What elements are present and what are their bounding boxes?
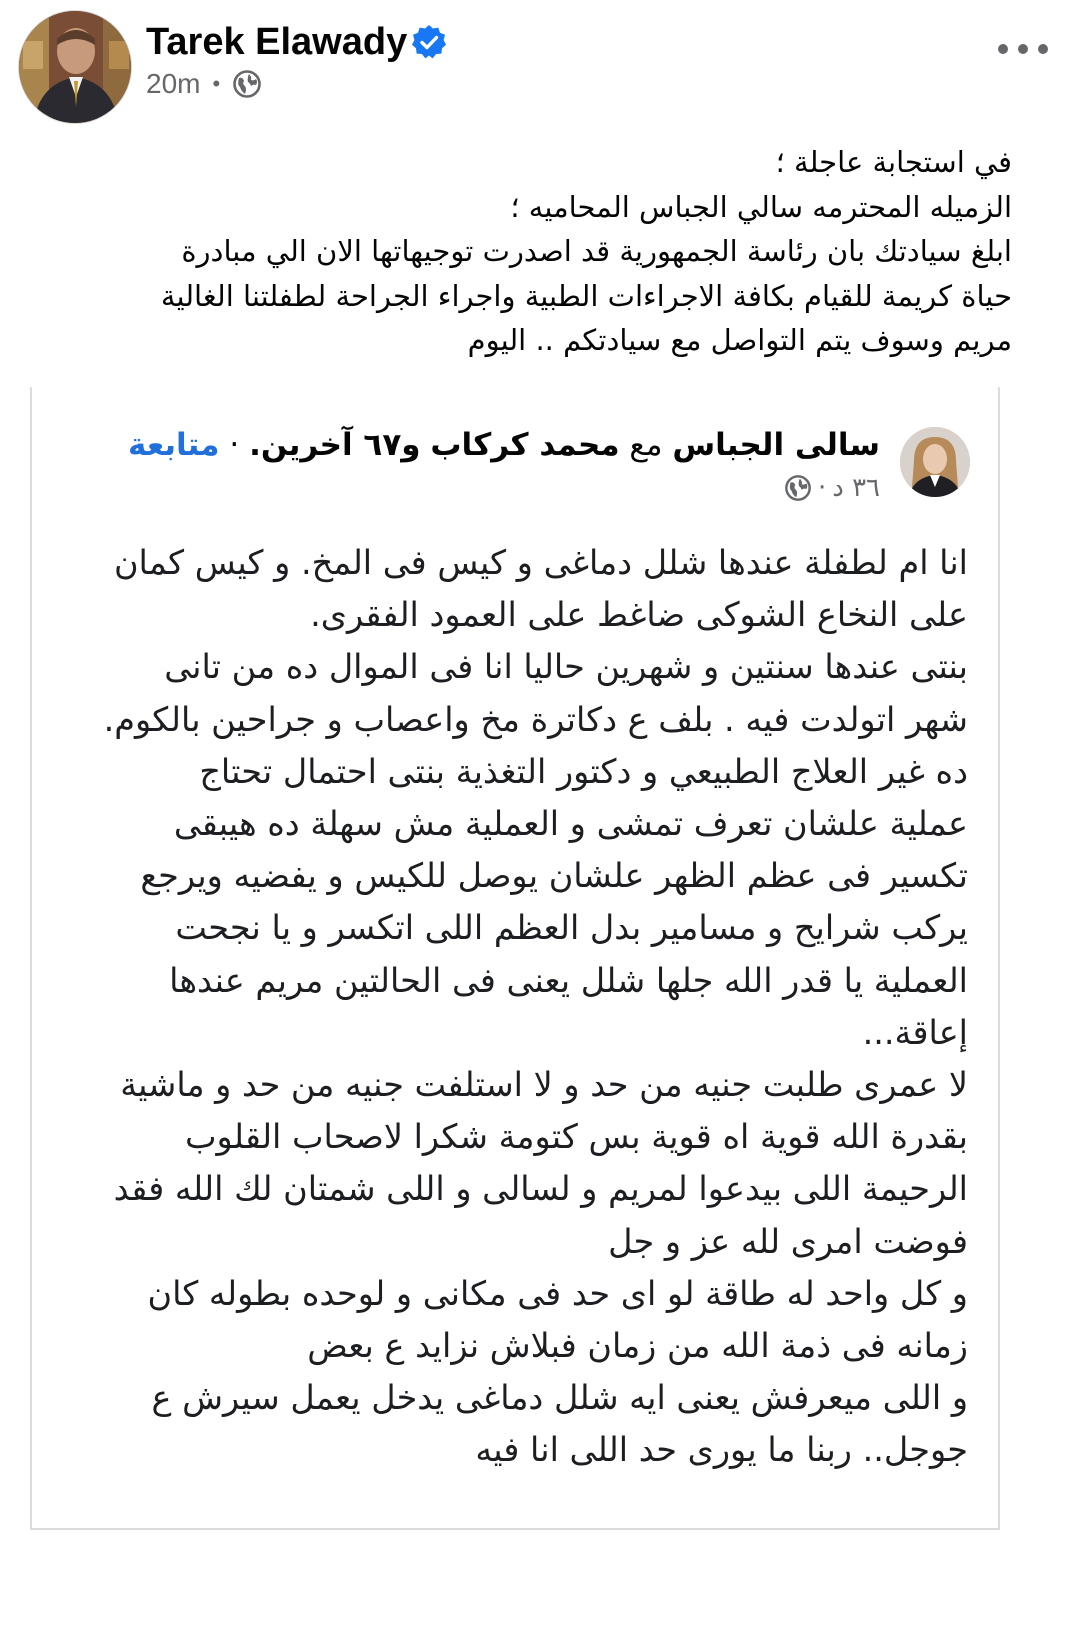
shared-text-line: و اللى ميعرفش يعنى ايه شلل دماغى يدخل يعمل سيرش ع [151, 1378, 968, 1418]
shared-text-line: ده غير العلاج الطبيعي و دكتور التغذية بنتى احتمال تحتاج [199, 751, 968, 791]
post-time[interactable]: 20m [146, 68, 201, 99]
shared-post-card[interactable] [30, 387, 1000, 1530]
author-avatar[interactable] [18, 10, 132, 124]
shared-author-avatar[interactable] [900, 427, 970, 497]
more-options-icon[interactable] [998, 34, 1048, 64]
shared-text-line: لا عمرى طلبت جنيه من حد و لا استلفت جنيه من حد و ماشية [120, 1065, 968, 1105]
title-separator: · [229, 427, 240, 463]
caption-line: الزميله المحترمه سالي الجباس المحاميه ؛ [510, 189, 1012, 224]
post-caption [62, 140, 1012, 363]
caption-line: حياة كريمة للقيام بكافة الاجراءات الطبية واجراء الجراحة لطفلتنا الغالية [160, 278, 1012, 313]
shared-text-line: جوجل.. ربنا ما يورى حد اللى انا فيه [475, 1430, 968, 1470]
and-word: و [401, 427, 421, 463]
caption-line: مريم وسوف يتم التواصل مع سيادتكم .. اليوم [467, 323, 1012, 357]
shared-post-title [128, 423, 880, 467]
shared-text-line: بنتى عندها سنتين و شهرين حاليا انا فى الموال ده من تانى [164, 647, 968, 687]
shared-text-line: انا ام لطفلة عندها شلل دماغى و كيس فى المخ. و كيس كمان [113, 543, 968, 582]
shared-post-text [48, 537, 968, 1477]
shared-text-line: العملية يا قدر الله جلها شلل يعنى فى الحالتين مريم عندها [169, 960, 968, 1000]
caption-line: ابلغ سيادتك بان رئاسة الجمهورية قد اصدرت توجيهاتها الان الي مبادرة [181, 234, 1012, 268]
tagged-person[interactable]: محمد كركاب [430, 427, 620, 463]
author-name[interactable]: Tarek Elawady [146, 21, 408, 63]
shared-meta-separator: · [817, 473, 827, 503]
shared-text-line: يركب شرايح و مسامير بدل العظم اللى اتكسر و يا نجحت [175, 908, 968, 948]
tagged-others[interactable]: ٦٧ آخرين. [249, 427, 402, 463]
post-header [18, 10, 1058, 130]
globe-icon[interactable] [232, 69, 262, 99]
shared-text-line: الرحيمة اللى بيدعوا لمريم و لسالى و اللى شمتان لك الله فقد [113, 1169, 968, 1209]
caption-line: في استجابة عاجلة ؛ [775, 145, 1012, 179]
shared-text-line: عملية علشان تعرف تمشى و العملية مش سهلة ده هيبقى [173, 804, 968, 844]
globe-icon[interactable] [784, 474, 812, 502]
shared-text-line: إعاقة... [862, 1012, 968, 1052]
with-word: مع [629, 427, 663, 463]
shared-text-line: تكسير فى عظم الظهر علشان يوصل للكيس و يفضيه ويرجع [140, 856, 968, 896]
verified-badge-icon [411, 24, 447, 60]
follow-link[interactable]: متابعة [128, 427, 220, 463]
shared-text-line: زمانه فى ذمة الله من زمان فبلاش نزايد ع بعض [307, 1326, 968, 1366]
shared-post-meta [784, 473, 880, 503]
shared-text-line: و كل واحد له طاقة لو اى حد فى مكانى و لوحده بطوله كان [147, 1273, 968, 1313]
shared-author-name[interactable]: سالى الجباس [672, 427, 880, 463]
shared-text-line: على النخاع الشوكى ضاغط على العمود الفقرى. [310, 595, 968, 635]
post-meta [146, 64, 262, 104]
shared-post-time[interactable]: ٣٦ د [832, 473, 880, 503]
meta-separator: • [212, 71, 221, 96]
shared-text-line: بقدرة الله قوية اه قوية بس كتومة شكرا لاصحاب القلوب [184, 1117, 968, 1157]
shared-text-line: شهر اتولدت فيه . بلف ع دكاترة مخ واعصاب و جراحين بالكوم. [103, 699, 968, 739]
shared-text-line: فوضت امرى لله عز و جل [608, 1221, 968, 1261]
